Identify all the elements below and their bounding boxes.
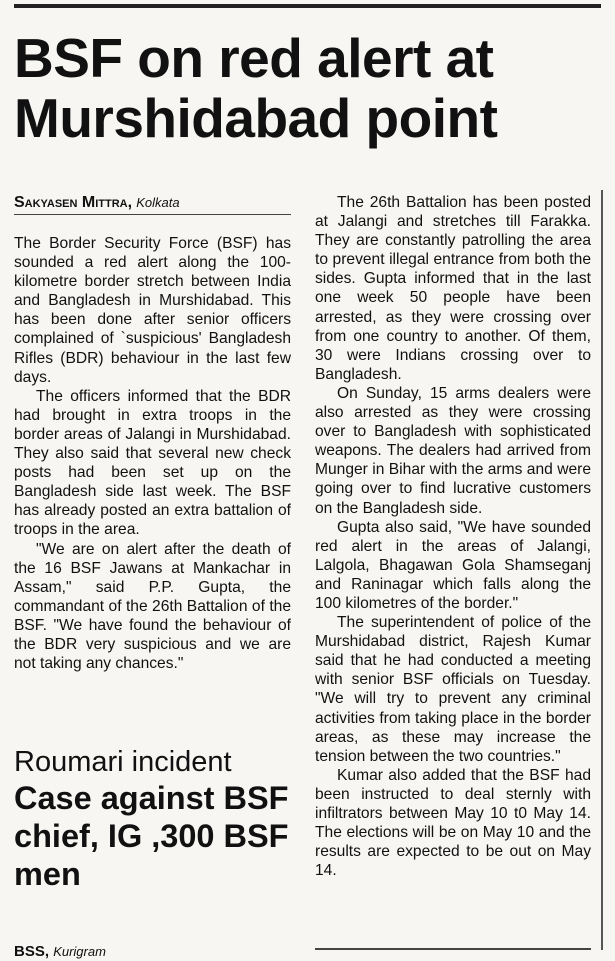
byline-place: Kolkata — [136, 195, 180, 210]
bottom-rule — [315, 948, 591, 950]
second-story-author: BSS, — [14, 943, 50, 960]
top-rule — [14, 4, 601, 8]
article-paragraph: "We are on alert after the death of the 16 BSF Jawans at Mankachar in Assam," said P.P. Gupta, the commandant of the 26th Battalion of the BSF. "We have found the behaviour of the BDR very suspicious and we are not taking any chances." — [14, 540, 291, 673]
byline — [14, 193, 291, 215]
second-story-place: Kurigram — [53, 944, 106, 959]
second-story-byline — [14, 942, 106, 961]
second-story-headline — [14, 745, 299, 893]
article-column-left — [14, 193, 291, 673]
article-paragraph: On Sunday, 15 arms dealers were also arrested as they were crossing over to Bangladesh with sophisticated weapons. The dealers had arrived from Munger in Bihar with the arms and were going over to find lucrative customers on the Bangladesh side. — [315, 384, 591, 517]
article-column-right — [315, 193, 591, 880]
article-paragraph: The 26th Battalion has been posted at Jalangi and stretches till Farakka. They are constantly patrolling the area to prevent illegal entrance from both the sides. Gupta informed that in the last one week 50 people have been arrested, as they were crossing over from one country to another. Of them, 30 were Indians crossing over to Bangladesh. — [315, 194, 591, 383]
second-story-title: Case against BSF chief, IG ,300 BSF men — [14, 780, 289, 892]
article-paragraph: Kumar also added that the BSF had been instructed to deal sternly with infiltrators between May 10 t0 May 14. The elections will be on May 10 and the results are expected to be out on May 14. — [315, 766, 591, 880]
headline: BSF on red alert at Murshidabad point — [14, 27, 498, 149]
second-story-kicker: Roumari incident — [14, 746, 232, 778]
article-paragraph: Gupta also said, "We have sounded red alert in the areas of Jalangi, Lalgola, Bhagawan Gola Shamseganj and Raninagar which falls along the 100 kilometres of the border." — [315, 518, 591, 612]
column-rule — [601, 190, 603, 950]
article-paragraph: The Border Security Force (BSF) has sounded a red alert along the 100-kilometre border stretch between India and Bangladesh in Murshidabad. This has been done after senior officers complained of `suspicious' Bangladesh Rifles (BDR) behaviour in the last few days. — [14, 235, 291, 386]
byline-author: Sakyasen Mittra, — [14, 194, 133, 211]
article-paragraph: The superintendent of police of the Murshidabad district, Rajesh Kumar said that he had conducted a meeting with senior BSF officials on Tuesday. "We will try to prevent any criminal activities from taking place in the border areas, as these may increase the tension between the two countries." — [315, 614, 591, 765]
article-paragraph: The officers informed that the BDR had brought in extra troops in the border areas of Jalangi in Murshidabad. They also said that several new check posts had been set up on the Bangladesh side last week. The BSF has already posted an extra battalion of troops in the area. — [14, 387, 291, 539]
